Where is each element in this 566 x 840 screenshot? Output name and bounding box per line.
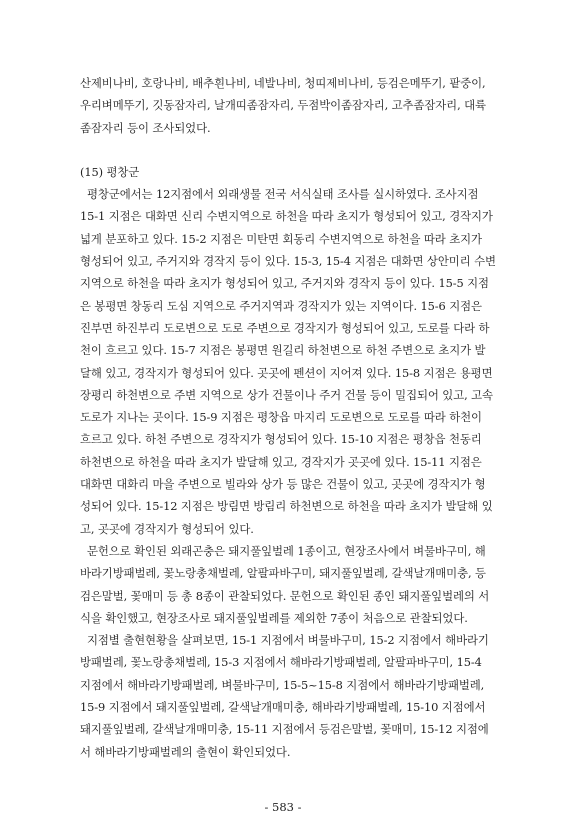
intro-paragraph: 산제비나비, 호랑나비, 배추흰나비, 네발나비, 청띠제비나비, 등검은메뚜기, 팥중이, 우리벼메뚜기, 깃동잠자리, 날개띠좀잠자리, 두점박이좀잠자리, 고추좀잠자리, 대륙좀잠자리 등이 조사되었다. <box>80 76 486 135</box>
spacer <box>80 139 496 161</box>
paragraph-site-occurrence: 지점별 출현현황을 살펴보면, 15-1 지점에서 벼물바구미, 15-2 지점에서 해바라기방패벌레, 꽃노랑총채벌레, 15-3 지점에서 해바라기방패벌레, 알팔파바구미, 15-4 지점에서 해바라기방패벌레, 벼물바구미, 15-5~15-8 지점에서 해바라기방패벌레, 15-9 지점에서 돼지풀잎벌레, 갈색날개매미충, 해바라기방패벌레, 15-10 지점에서 돼지풀잎벌레, 갈색날개매미충, 15-11 지점에서 등검은말벌, 꽃매미, 15-12 지점에서 해바라기방패벌레의 출현이 확인되었다. <box>80 633 489 759</box>
body-text <box>80 72 496 763</box>
paragraph-site-descriptions: 평창군에서는 12지점에서 외래생물 전국 서식실태 조사를 실시하였다. 조사지점 15-1 지점은 대화면 신리 수변지역으로 하천을 따라 초지가 형성되어 있고, 경작지가 넓게 분포하고 있다. 15-2 지점은 미탄면 회동리 수변지역으로 하천을 따라 초지가 형성되어 있고, 주거지와 경작지 등이 있다. 15-3, 15-4 지점은 대화면 상안미리 수변지역으로 하천을 따라 초지가 형성되어 있고, 주거지와 경작지 등이 있다. 15-5 지점은 봉평면 창동리 도심 지역으로 주거지역과 경작지가 있는 지역이다. 15-6 지점은 진부면 하진부리 도로변으로 도로 주변으로 경작지가 형성되어 있고, 도로를 다라 하천이 흐르고 있다. 15-7 지점은 봉평면 원길리 하천변으로 하천 주변으로 초지가 발달해 있고, 경작지가 형성되어 있다. 곳곳에 펜션이 지어져 있다. 15-8 지점은 용평면 장평리 하천변으로 주변 지역으로 상가 건물이나 주거 건물 등이 밀집되어 있고, 고속도로가 지나는 곳이다. 15-9 지점은 평창읍 마지리 도로변으로 도로를 따라 하천이 흐르고 있다. 하천 주변으로 경작지가 형성되어 있다. 15-10 지점은 평창읍 천동리 하천변으로 하천을 따라 초지가 발달해 있고, 경작지가 곳곳에 있다. 15-11 지점은 대화면 대화리 마을 주변으로 빌라와 상가 등 많은 건물이 있고, 곳곳에 경작지가 형성되어 있다. 15-12 지점은 방림면 방림리 하천변으로 하천을 따라 초지가 발달해 있고, 곳곳에 경작지가 형성되어 있다. <box>80 187 496 536</box>
page-number: - 583 - <box>264 800 302 814</box>
paragraph-species-confirmed: 문헌으로 확인된 외래곤충은 돼지풀잎벌레 1종이고, 현장조사에서 벼물바구미, 해바라기방패벌레, 꽃노랑총채벌레, 알팔파바구미, 돼지풀잎벌레, 갈색날개매미충, 등검은말벌, 꽃매미 등 총 8종이 관찰되었다. 문헌으로 확인된 종인 돼지풀잎벌레의 서식을 확인했고, 현장조사로 돼지풀잎벌레를 제외한 7종이 처음으로 관찰되었다. <box>80 543 490 625</box>
section-heading: (15) 평창군 <box>80 164 140 179</box>
